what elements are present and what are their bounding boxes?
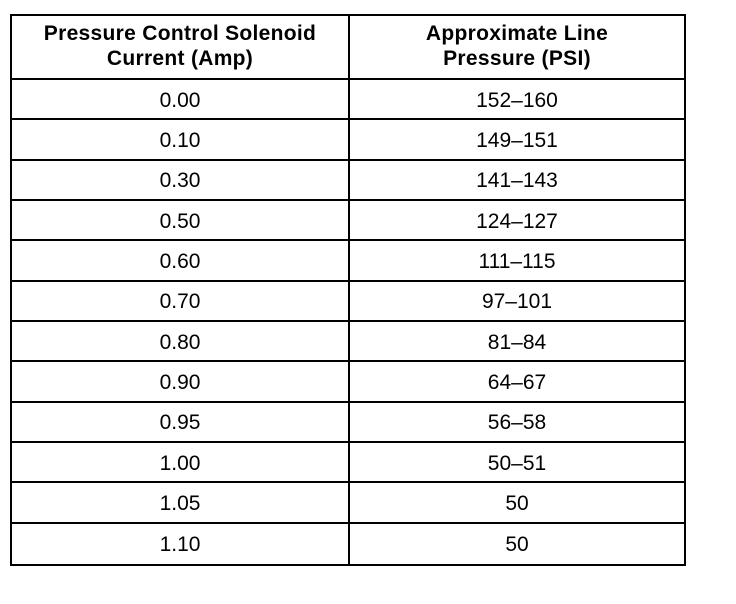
pressure-cell: 81–84 — [350, 322, 684, 362]
pressure-cell: 50 — [505, 533, 529, 557]
current-cell: 0.60 — [12, 241, 350, 281]
current-cell: 1.05 — [12, 483, 350, 523]
pressure-cell: 152–160 — [350, 80, 684, 120]
pressure-cell: 111–115 — [350, 241, 684, 281]
pressure-cell: 50 — [350, 483, 684, 523]
current-cell: 0.95 — [12, 403, 350, 443]
pressure-cell: 64–67 — [350, 362, 684, 402]
current-cell: 0.90 — [12, 362, 350, 402]
current-cell: 0.80 — [12, 322, 350, 362]
current-cell: 1.10 — [12, 524, 350, 564]
header-solenoid-current-line1: Pressure Control Solenoid — [43, 22, 317, 46]
pressure-cell: 56–58 — [350, 403, 684, 443]
current-cell: 0.30 — [12, 161, 350, 201]
pressure-cell: 141–143 — [350, 161, 684, 201]
current-cell: 0.70 — [12, 282, 350, 322]
current-cell: 0.10 — [12, 120, 350, 160]
header-solenoid-current — [12, 16, 350, 80]
current-cell: 1.00 — [12, 443, 350, 483]
current-cell: 0.00 — [12, 80, 350, 120]
header-solenoid-current-line2: Current (Amp) — [106, 47, 254, 70]
current-cell: 0.50 — [12, 201, 350, 241]
pressure-cell: 97–101 — [350, 282, 684, 322]
pressure-cell: 149–151 — [350, 120, 684, 160]
header-line-pressure — [350, 16, 684, 80]
pressure-cell: 50–51 — [350, 443, 684, 483]
pressure-cell: 124–127 — [350, 201, 684, 241]
header-line-pressure-line1: Approximate Line — [425, 22, 609, 46]
header-line-pressure-line2: Pressure (PSI) — [443, 47, 591, 70]
pressure-table — [10, 14, 686, 566]
